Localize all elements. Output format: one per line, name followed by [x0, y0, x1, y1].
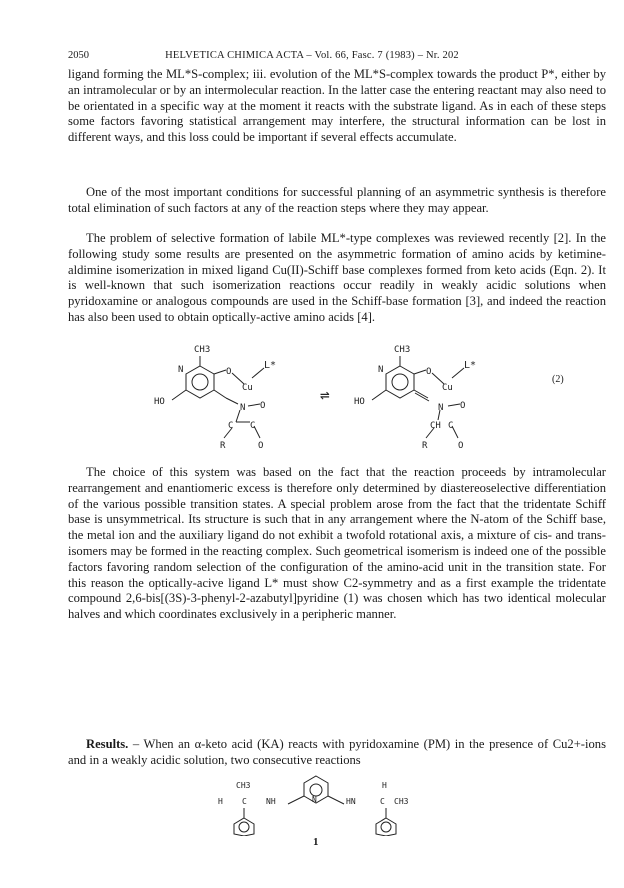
label-o-right: O — [426, 367, 432, 377]
label-ho-right: HO — [354, 397, 365, 407]
compound-label-ch3-left: CH3 — [236, 781, 251, 790]
equation-number: (2) — [552, 374, 564, 385]
label-n2-left: N — [240, 403, 246, 413]
label-lstar-right: L* — [464, 360, 477, 371]
label-o2-left: O — [260, 401, 266, 411]
compound-label-c-left: C — [242, 797, 247, 806]
compound-number: 1 — [313, 836, 319, 848]
label-c2-left: C — [250, 421, 256, 431]
compound-label-ch3-right: CH3 — [394, 797, 409, 806]
compound-label-h-right: H — [382, 781, 387, 790]
label-o2-right: O — [460, 401, 466, 411]
page-number: 2050 — [68, 50, 89, 61]
compound-label-n: N — [312, 795, 317, 804]
paragraph-4: The choice of this system was based on the fact that the reaction proceeds by intramolecular rearrangement and enantiomeric excess is therefore only determined by diastereoselective differentiation of the various possible transition states. A special problem arose from the fact that the tridentate Schiff base is unsymmetrical. Its structure is such that in any arrangement where the N-atom of the Schiff base, the metal ion and the auxiliary ligand do not exhibit a twofold rotational axis, a mixture of cis- and trans-isomers may be formed in the reacting complex. Such geometrical isomerism is indeed one of the possible factors favoring random selection of the configuration of the amino-acid unit in the transition state. For this reason the optically-acive ligand L* must show C2-symmetry and as a first example the tridentate compound 2,6-bis[(3S)-3-phenyl-2-azabutyl]pyridine (1) was chosen which has two identical molecular halves and which coordinates exclusively in a peripheric manner. — [68, 465, 606, 622]
label-lstar-left: L* — [264, 360, 277, 371]
label-ch3-left: CH3 — [194, 345, 211, 355]
compound-label-hn: HN — [346, 797, 356, 806]
label-ho-left: HO — [154, 397, 165, 407]
label-c1-left: C — [228, 421, 234, 431]
label-n-left: N — [178, 365, 184, 375]
label-c-right: C — [448, 421, 454, 431]
compound-label-h-left: H — [218, 797, 223, 806]
paragraph-2: One of the most important conditions for successful planning of an asymmetric synthesis is therefore total elimination of such factors at any of the reaction steps where they may appear. — [68, 185, 606, 215]
compound-label-nh: NH — [266, 797, 276, 806]
label-o3-left: O — [258, 441, 264, 451]
paragraph-1: ligand forming the ML*S-complex; iii. evolution of the ML*S-complex towards the product P*, either by an intramolecular or by an intermolecular reaction. In the latter case the entering reactant may also need to be orientated in a specific way at the moment it reacts with the substrate ligand. As in each of these steps some factors favoring statistical arrangement may interfere, the structural information can be lost in different ways, and this loss could be important if several effects accumulate. — [68, 67, 606, 145]
label-n-right: N — [378, 365, 384, 375]
paragraph-3: The problem of selective formation of labile ML*-type complexes was reviewed recently [2]. In the following study some results are presented on the asymmetric formation of amino acids by ketimine-aldimine isomerization in mixed ligand Cu(II)-Schiff base complexes formed from keto acids (Eqn. 2). It is well-known that such isomerization reactions occur readily in weakly acidic solutions when pyridoxamine or analogous compounds are used in the Schiff-base formation [3], and indeed the reaction has also been used to obtain optically-active amino acids [4]. — [68, 231, 606, 324]
paragraph-results — [68, 737, 606, 769]
label-n2-right: N — [438, 403, 444, 413]
results-heading: Results. — [86, 737, 129, 751]
label-ch-right: CH — [430, 421, 441, 431]
equation-2-scheme — [140, 338, 540, 460]
label-cu-right: Cu — [442, 383, 453, 393]
label-r-left: R — [220, 441, 226, 451]
running-title: HELVETICA CHIMICA ACTA – Vol. 66, Fasc. 7 (1983) – Nr. 202 — [165, 50, 459, 61]
results-text: – When an α-keto acid (KA) reacts with pyridoxamine (PM) in the presence of Cu2+-ions and in a weakly acidic solution, two consecutive reactions — [68, 737, 606, 767]
compound-1-structure — [216, 774, 416, 836]
label-ch3-right: CH3 — [394, 345, 411, 355]
label-o-left: O — [226, 367, 232, 377]
compound-label-c-right: C — [380, 797, 385, 806]
label-r-right: R — [422, 441, 428, 451]
label-cu-left: Cu — [242, 383, 253, 393]
label-o3-right: O — [458, 441, 464, 451]
equilibrium-arrow: ⇌ — [320, 385, 330, 404]
